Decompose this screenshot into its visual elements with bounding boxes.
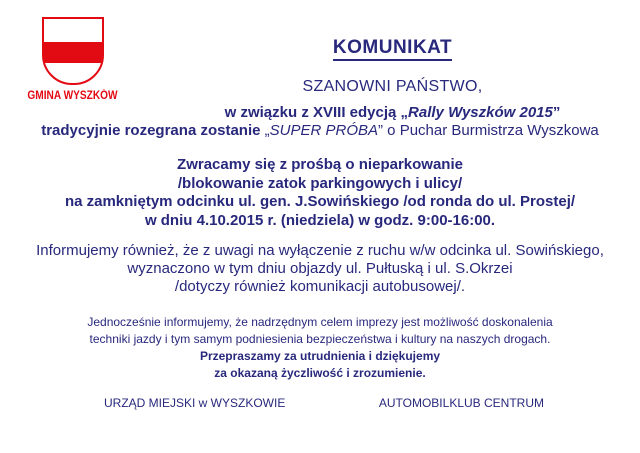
apology-paragraph bbox=[0, 348, 640, 382]
intro-line-2-bold: tradycyjnie rozegrana zostanie bbox=[41, 121, 265, 139]
purpose-line: Jednocześnie informujemy, że nadrzędnym celem imprezy jest możliwość doskonalenia bbox=[87, 315, 553, 329]
salutation: SZANOWNI PAŃSTWO, bbox=[302, 78, 483, 95]
intro-event-name: Rally Wyszków 2015 bbox=[408, 104, 553, 121]
detour-line: /dotyczy również komunikacji autobusowej/. bbox=[174, 278, 466, 295]
request-line: w dniu 4.10.2015 r. (niedziela) w godz. 9:00-16:00. bbox=[144, 211, 496, 229]
apology-line: za okazaną życzliwość i zrozumienie. bbox=[214, 366, 426, 380]
detour-line: wyznaczono w tym dniu objazdy ul. Pułtuską i ul. S.Okrzei bbox=[127, 260, 513, 277]
request-line: na zamkniętym odcinku ul. gen. J.Sowińskiego /od ronda do ul. Prostej/ bbox=[64, 193, 576, 210]
page-title-text: KOMUNIKAT bbox=[333, 37, 452, 61]
purpose-paragraph bbox=[0, 314, 640, 348]
request-line: Zwracamy się z prośbą o nieparkowanie bbox=[177, 156, 463, 173]
coat-of-arms-icon bbox=[42, 17, 104, 85]
request-paragraph bbox=[0, 156, 640, 230]
detour-line: Informujemy również, że z uwagi na wyłączenie z ruchu w/w odcinka ul. Sowińskiego, bbox=[36, 242, 604, 259]
detour-paragraph bbox=[0, 242, 640, 296]
gmina-wyszkow-logo bbox=[0, 17, 145, 113]
purpose-line: techniki jazdy i tym samym podniesienia bezpieczeństwa i kultury na naszych drogach. bbox=[89, 332, 551, 346]
intro-line-2-open-quote: „ bbox=[264, 121, 270, 139]
intro-line-1-bold: w związku z XVIII edycją „ bbox=[224, 104, 409, 121]
intro-line-2-rest: ” o Puchar Burmistrza Wyszkowa bbox=[378, 121, 599, 139]
signature-automobile-club: AUTOMOBILKLUB CENTRUM bbox=[378, 396, 544, 410]
intro-super-proba: SUPER PRÓBA bbox=[269, 121, 379, 139]
request-line: /blokowanie zatok parkingowych i ulicy/ bbox=[177, 174, 463, 192]
intro-line-1-close-quote: ” bbox=[552, 104, 561, 121]
intro-line-2 bbox=[0, 122, 640, 140]
signatures-row bbox=[0, 395, 640, 411]
signature-city-office: URZĄD MIEJSKI w WYSZKOWIE bbox=[104, 396, 286, 410]
apology-line: Przepraszamy za utrudnienia i dziękujemy bbox=[199, 349, 441, 363]
logo-caption: GMINA WYSZKÓW bbox=[27, 90, 118, 102]
